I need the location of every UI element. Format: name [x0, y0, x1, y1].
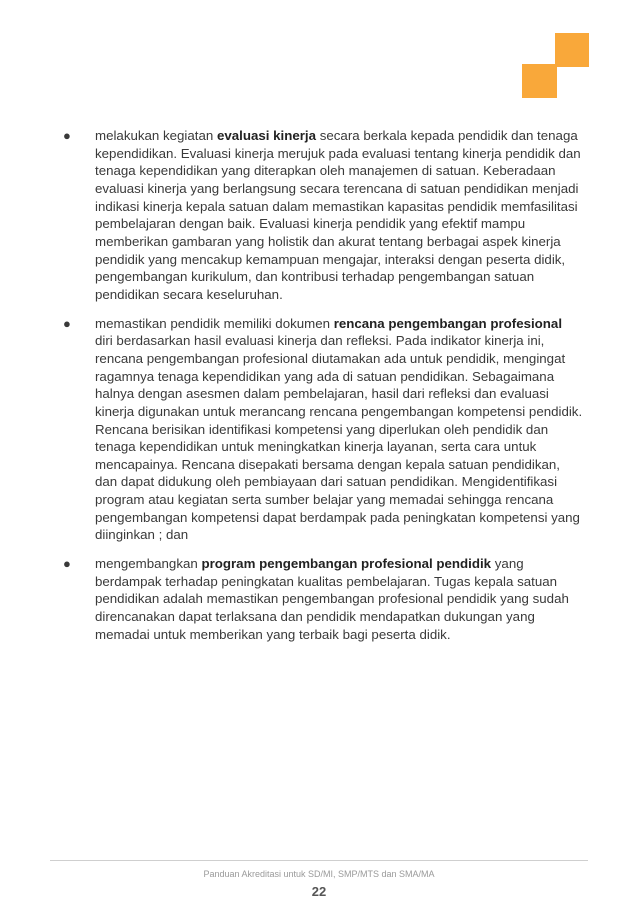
list-item-text: melakukan kegiatan evaluasi kinerja secara berkala kepada pendidik dan tenaga kependidikan. Evaluasi kinerja merujuk pada evaluasi tentang kinerja pendidik dan tenaga kependidikan yang diterapkan oleh manajemen di satuan. Keberadaan evaluasi kinerja yang berlangsung secara terencana di satuan pendidikan menjadi indikasi kinerja kepala satuan dalam memastikan kapasitas pendidik memfasilitasi pembelajaran dengan baik. Evaluasi kinerja pendidik yang efektif mampu memberikan gambaran yang holistik dan akurat tentang berbagai aspek kinerja pendidik yang mencakup kemampuan mengajar, interaksi dengan peserta didik, pengembangan kurikulum, dan kontribusi terhadap pengembangan satuan pendidikan secara keseluruhan.: [95, 128, 581, 302]
bold-term: evaluasi kinerja: [216, 128, 317, 143]
footer-divider: [50, 860, 588, 861]
bullet-icon: ●: [63, 128, 71, 143]
page-number: 22: [311, 884, 327, 899]
list-item: [63, 127, 583, 304]
decorative-square-top: [555, 33, 589, 67]
decorative-square-bottom: [522, 64, 557, 98]
bold-term: rencana pengembangan profesional: [333, 315, 563, 331]
list-item: [63, 555, 583, 643]
list-item: [63, 315, 583, 545]
bold-term: program pengembangan profesional pendidik: [201, 556, 492, 572]
list-item-text: memastikan pendidik memiliki dokumen rencana pengembangan profesional diri berdasarkan hasil evaluasi kinerja dan refleksi. Pada indikator kinerja ini, rencana pengembangan profesional diutamakan ada untuk pendidik, mengingat ragamnya tenaga kependidikan yang ada di satuan pendidikan. Sebagaimana halnya dengan asesmen dalam pembelajaran, hasil dari refleksi dan evaluasi kinerja digunakan untuk merancang rencana pengembangan kompetensi pendidik. Rencana berisikan identifikasi kompetensi yang diperlukan oleh pendidik dan tenaga kependidikan untuk meningkatkan kinerja layanan, serta cara untuk mencapainya. Rencana disepakati bersama dengan kepala satuan pendidikan, dan dapat didukung oleh pembiayaan dari satuan pendidikan. Mengidentifikasi program atau kegiatan serta sumber belajar yang memadai sehingga rencana pengembangan kompetensi dapat berdampak pada peningkatan kompetensi yang diinginkan ; dan: [95, 315, 583, 543]
bullet-icon: ●: [63, 556, 71, 572]
list-item-text: mengembangkan program pengembangan profesional pendidik yang berdampak terhadap peningkatan kualitas pembelajaran. Tugas kepala satuan pendidikan adalah memastikan pengembangan profesional pendidik yang sudah direncanakan dapat terlaksana dan pendidik mendapatkan dukungan yang memadai untuk memberikan yang terbaik bagi peserta didik.: [95, 556, 569, 642]
footer-text: Panduan Akreditasi untuk SD/MI, SMP/MTS dan SMA/MA: [203, 869, 435, 879]
bullet-icon: ●: [63, 315, 71, 331]
main-content: [63, 127, 583, 654]
